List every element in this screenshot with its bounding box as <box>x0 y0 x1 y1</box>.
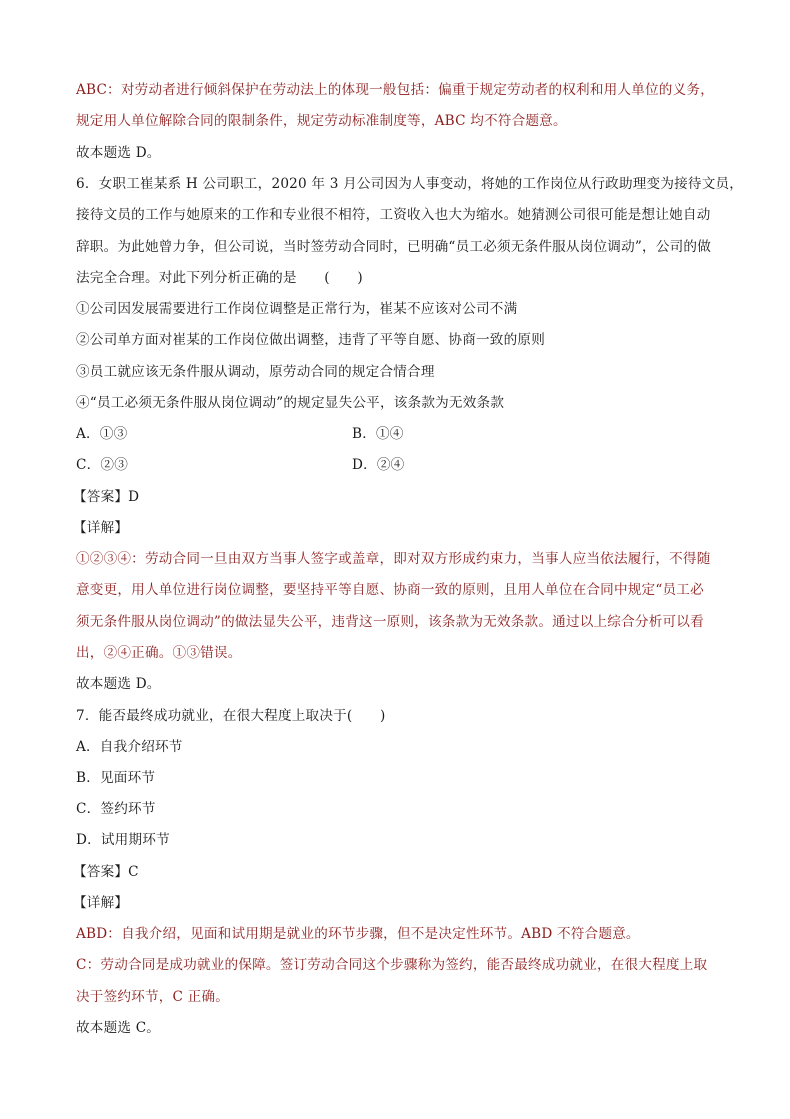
question-6-statement: ②公司单方面对崔某的工作岗位做出调整，违背了平等自愿、协商一致的原则 <box>76 332 545 348</box>
detail-heading: 【详解】 <box>73 520 129 536</box>
option-b: B．①④ <box>352 426 404 442</box>
option-d: D．②④ <box>352 457 405 473</box>
detail-heading: 【详解】 <box>73 895 129 911</box>
detail-line: C：劳动合同是成功就业的保障。签订劳动合同这个步骤称为签约，能否最终成功就业，在很大程度上取 <box>76 957 708 973</box>
question-6-stem: 接待文员的工作与她原来的工作和专业很不相符，工资收入也大为缩水。她猜测公司很可能是想让她自动 <box>76 207 711 223</box>
question-6-statement: ③员工就应该无条件服从调动，原劳动合同的规定合情合理 <box>76 364 435 380</box>
option-c: C．②③ <box>76 457 128 473</box>
detail-line: 须无条件服从岗位调动”的做法显失公平，违背这一原则，该条款为无效条款。通过以上综合分析可以看 <box>76 614 704 630</box>
option-a: A．①③ <box>76 426 128 442</box>
detail-line: ①②③④：劳动合同一旦由双方当事人签字或盖章，即对双方形成约束力，当事人应当依法履行，不得随 <box>76 551 711 567</box>
option-a: A．自我介绍环节 <box>76 739 183 755</box>
question-6-statement: ④“员工必须无条件服从岗位调动”的规定显失公平，该条款为无效条款 <box>76 395 505 411</box>
explanation-line: 规定用人单位解除合同的限制条件，规定劳动标准制度等，ABC 均不符合题意。 <box>76 113 567 129</box>
detail-line: 决于签约环节，C 正确。 <box>76 989 230 1005</box>
detail-line: ABD：自我介绍，见面和试用期是就业的环节步骤，但不是决定性环节。ABD 不符合题意。 <box>76 926 640 942</box>
option-c: C．签约环节 <box>76 801 156 817</box>
question-6-stem: 法完全合理。对此下列分析正确的是 ( ) <box>76 270 363 286</box>
conclusion-line: 故本题选 C。 <box>76 1020 161 1036</box>
question-6-stem: 6．女职工崔某系 H 公司职工，2020 年 3 月公司因为人事变动，将她的工作岗位从行政助理变为接待文员， <box>76 176 744 192</box>
question-6-stem: 辞职。为此她曾力争，但公司说，当时签劳动合同时，已明确“员工必须无条件服从岗位调动”，公司的做 <box>76 239 712 255</box>
detail-line: 出，②④正确。①③错误。 <box>76 645 242 661</box>
explanation-line: ABC：对劳动者进行倾斜保护在劳动法上的体现一般包括：偏重于规定劳动者的权利和用人单位的义务， <box>76 82 714 98</box>
question-7-stem: 7．能否最终成功就业，在很大程度上取决于( ) <box>76 708 386 724</box>
conclusion-line: 故本题选 D。 <box>76 145 161 161</box>
option-d: D．试用期环节 <box>76 832 170 848</box>
option-b: B．见面环节 <box>76 770 156 786</box>
conclusion-line: 故本题选 D。 <box>76 676 161 692</box>
answer-label: 【答案】D <box>73 489 140 505</box>
question-6-statement: ①公司因发展需要进行工作岗位调整是正常行为，崔某不应该对公司不满 <box>76 301 518 317</box>
detail-line: 意变更，用人单位进行岗位调整，要坚持平等自愿、协商一致的原则，且用人单位在合同中规定“员工必 <box>76 582 704 598</box>
answer-label: 【答案】C <box>73 864 139 880</box>
